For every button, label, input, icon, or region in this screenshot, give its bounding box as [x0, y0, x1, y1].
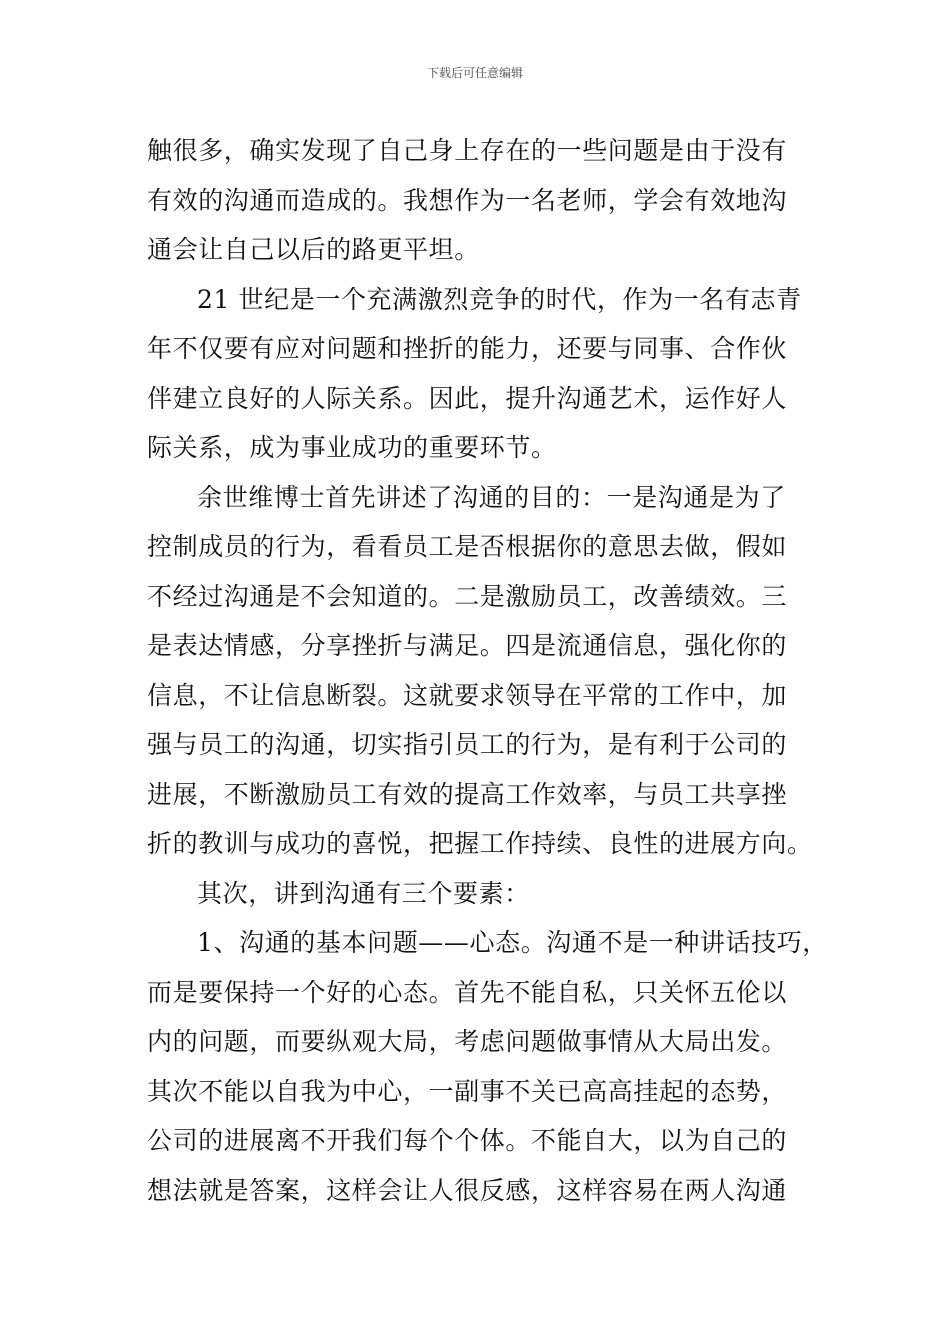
- text-line: 有效的沟通而造成的。我想作为一名老师，学会有效地沟: [147, 185, 788, 215]
- text-line: 公司的进展离不开我们每个个体。不能自大，以为自己的: [147, 1126, 788, 1155]
- text-line: 不经过沟通是不会知道的。二是激励员工，改善绩效。三: [147, 581, 788, 611]
- text-line: 年不仅要有应对问题和挫折的能力，还要与同事、合作伙: [147, 334, 788, 363]
- text-line: 强与员工的沟通，切实指引员工的行为，是有利于公司的: [147, 730, 788, 759]
- text-line: 控制成员的行为，看看员工是否根据你的意思去做，假如: [147, 532, 788, 561]
- text-line: 通会让自己以后的路更平坦。: [147, 235, 480, 264]
- text-line: 余世维博士首先讲述了沟通的目的：一是沟通是为了: [197, 482, 786, 512]
- text-line: 触很多，确实发现了自己身上存在的一些问题是由于没有: [147, 136, 788, 165]
- text-line: 其次不能以自我为中心，一副事不关已高高挂起的态势，: [147, 1076, 788, 1106]
- text-line: 是表达情感，分享挫折与满足。四是流通信息，强化你的: [147, 631, 788, 660]
- text-line: 伴建立良好的人际关系。因此，提升沟通艺术，运作好人: [147, 383, 788, 413]
- text-line: 折的教训与成功的喜悦，把握工作持续、良性的进展方向。: [147, 829, 813, 858]
- text-line: 而是要保持一个好的心态。首先不能自私，只关怀五伦以: [147, 977, 788, 1007]
- text-line: 1、沟通的基本问题——心态。沟通不是一种讲话技巧，: [197, 928, 828, 957]
- page-header: 下载后可任意编辑: [426, 66, 523, 80]
- text-line: 其次，讲到沟通有三个要素：: [197, 878, 530, 908]
- text-line: 际关系，成为事业成功的重要环节。: [147, 433, 557, 462]
- body-text: [147, 126, 828, 1215]
- text-line: 进展，不断激励员工有效的提高工作效率，与员工共享挫: [147, 779, 788, 809]
- text-line: 内的问题，而要纵观大局，考虑问题做事情从大局出发。: [147, 1027, 788, 1056]
- text-line: 信息，不让信息断裂。这就要求领导在平常的工作中，加: [147, 680, 788, 710]
- text-line: 想法就是答案，这样会让人很反感，这样容易在两人沟通: [147, 1175, 788, 1205]
- text-line: 21 世纪是一个充满激烈竞争的时代，作为一名有志青: [197, 284, 802, 314]
